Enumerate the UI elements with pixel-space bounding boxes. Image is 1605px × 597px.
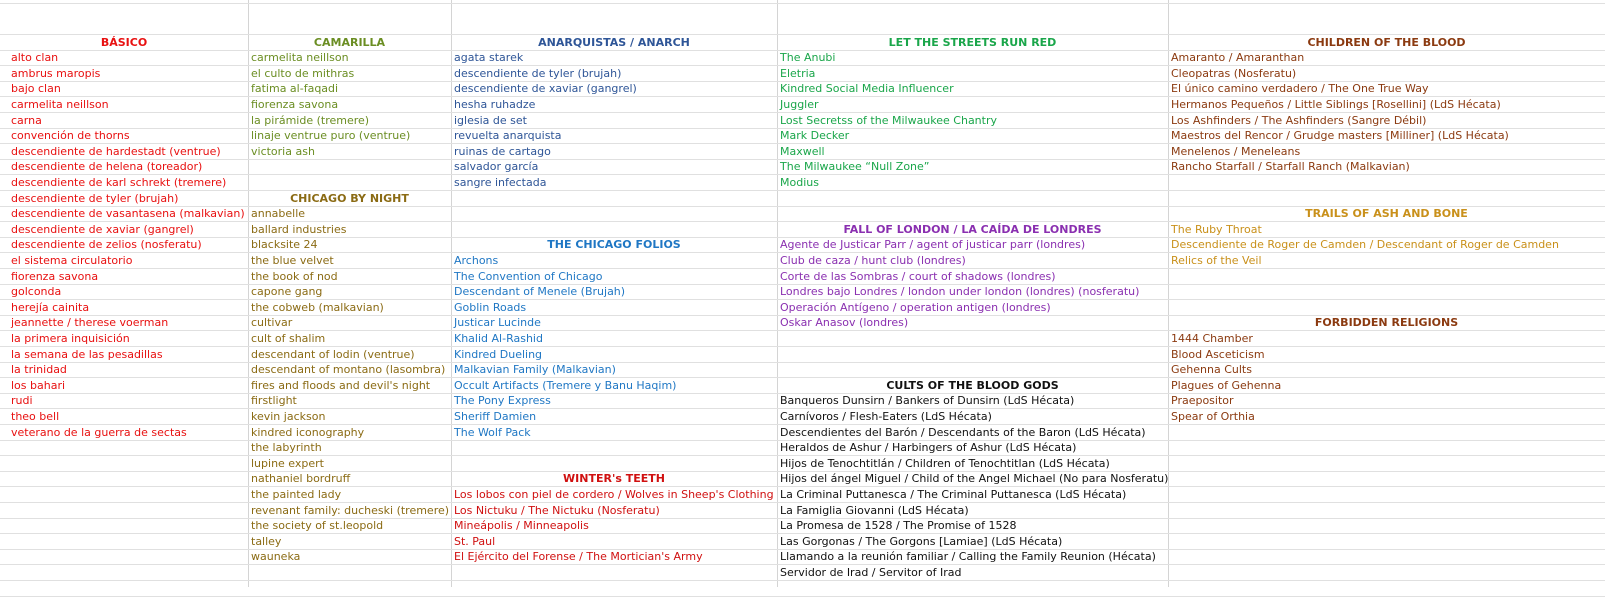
cell-item[interactable]: blacksite 24 xyxy=(251,238,318,251)
section-header[interactable]: THE CHICAGO FOLIOS xyxy=(547,238,681,251)
cell-item[interactable]: veterano de la guerra de sectas xyxy=(11,426,187,439)
cell-item[interactable]: The Wolf Pack xyxy=(454,426,531,439)
cell-item[interactable]: convención de thorns xyxy=(11,129,130,142)
section-header[interactable]: LET THE STREETS RUN RED xyxy=(888,36,1057,49)
cell-item[interactable]: theo bell xyxy=(11,410,60,423)
row-divider xyxy=(0,346,1605,347)
cell-item[interactable]: nathaniel bordruff xyxy=(251,472,351,485)
section-header[interactable]: FORBIDDEN RELIGIONS xyxy=(1314,316,1459,329)
cell-item[interactable]: the blue velvet xyxy=(251,254,334,267)
cell-item[interactable]: Rancho Starfall / Starfall Ranch (Malkavian) xyxy=(1171,160,1410,173)
cell-item[interactable]: Descendientes del Barón / Descendants of the Baron (LdS Hécata) xyxy=(780,426,1146,439)
cell-item[interactable]: Khalid Al-Rashid xyxy=(454,332,543,345)
cell-item[interactable]: golconda xyxy=(11,285,62,298)
cell-item[interactable]: carmelita neillson xyxy=(11,98,109,111)
cell-item[interactable]: Los Ashfinders / The Ashfinders (Sangre Débil) xyxy=(1171,114,1427,127)
cell-item[interactable]: the labyrinth xyxy=(251,441,322,454)
cell-item[interactable]: Praepositor xyxy=(1171,394,1234,407)
cell-item[interactable]: capone gang xyxy=(251,285,323,298)
cell-item[interactable]: descendiente de karl schrekt (tremere) xyxy=(11,176,227,189)
cell-item[interactable]: Amaranto / Amaranthan xyxy=(1171,51,1305,64)
cell-item[interactable]: Corte de las Sombras / court of shadows (londres) xyxy=(780,270,1056,283)
cell-item[interactable]: The Milwaukee “Null Zone” xyxy=(780,160,930,173)
cell-item[interactable]: El Ejército del Forense / The Mortician's Army xyxy=(454,550,703,563)
cell-item[interactable]: victoria ash xyxy=(251,145,315,158)
cell-item[interactable]: Relics of the Veil xyxy=(1171,254,1262,267)
cell-item[interactable]: fiorenza savona xyxy=(11,270,99,283)
cell-item[interactable]: The Anubi xyxy=(780,51,836,64)
cell-item[interactable]: iglesia de set xyxy=(454,114,527,127)
cell-item[interactable]: salvador garcía xyxy=(454,160,539,173)
cell-item[interactable]: cultivar xyxy=(251,316,293,329)
cell-item[interactable]: fiorenza savona xyxy=(251,98,339,111)
cell-item[interactable]: descendiente de xaviar (gangrel) xyxy=(11,223,194,236)
cell-item[interactable]: descendant of montano (lasombra) xyxy=(251,363,446,376)
row-divider xyxy=(0,3,1605,4)
cell-item[interactable]: bajo clan xyxy=(11,82,61,95)
cell-item[interactable]: Llamando a la reunión familiar / Calling the Family Reunion (Hécata) xyxy=(780,550,1156,563)
cell-item[interactable]: Maestros del Rencor / Grudge masters [Milliner] (LdS Hécata) xyxy=(1171,129,1509,142)
cell-item[interactable]: the society of st.leopold xyxy=(251,519,384,532)
cell-item[interactable]: la trinidad xyxy=(11,363,67,376)
cell-item[interactable]: ruinas de cartago xyxy=(454,145,551,158)
cell-item[interactable]: hesha ruhadze xyxy=(454,98,536,111)
cell-item[interactable]: Operación Antígeno / operation antigen (londres) xyxy=(780,301,1051,314)
cell-item[interactable]: Blood Asceticism xyxy=(1171,348,1265,361)
cell-item[interactable]: Carnívoros / Flesh-Eaters (LdS Hécata) xyxy=(780,410,992,423)
cell-item[interactable]: annabelle xyxy=(251,207,306,220)
cell-item[interactable]: the cobweb (malkavian) xyxy=(251,301,384,314)
cell-item[interactable]: el sistema circulatorio xyxy=(11,254,133,267)
cell-item[interactable]: Gehenna Cults xyxy=(1171,363,1252,376)
cell-item[interactable]: Servidor de Irad / Servitor of Irad xyxy=(780,566,962,579)
cell-item[interactable]: Agente de Justicar Parr / agent of justicar parr (londres) xyxy=(780,238,1086,251)
cell-item[interactable]: wauneka xyxy=(251,550,301,563)
cell-item[interactable]: Archons xyxy=(454,254,499,267)
cell-item[interactable]: la primera inquisición xyxy=(11,332,130,345)
cell-item[interactable]: ballard industries xyxy=(251,223,347,236)
section-header[interactable]: ANARQUISTAS / ANARCH xyxy=(538,36,690,49)
cell-item[interactable]: St. Paul xyxy=(454,535,496,548)
cell-item[interactable]: ambrus maropis xyxy=(11,67,101,80)
cell-item[interactable]: Lost Secretss of the Milwaukee Chantry xyxy=(780,114,998,127)
cell-item[interactable]: The Pony Express xyxy=(454,394,551,407)
cell-item[interactable]: Eletria xyxy=(780,67,816,80)
cell-item[interactable]: descendiente de zelios (nosferatu) xyxy=(11,238,202,251)
cell-item[interactable]: The Convention of Chicago xyxy=(454,270,603,283)
cell-item[interactable]: Spear of Orthia xyxy=(1171,410,1255,423)
cell-item[interactable]: Descendant of Menele (Brujah) xyxy=(454,285,626,298)
cell-item[interactable]: Kindred Dueling xyxy=(454,348,543,361)
cell-item[interactable]: la pirámide (tremere) xyxy=(251,114,370,127)
cell-item[interactable]: carmelita neillson xyxy=(251,51,349,64)
cell-item[interactable]: Sheriff Damien xyxy=(454,410,537,423)
cell-item[interactable]: fires and floods and devil's night xyxy=(251,379,431,392)
section-header[interactable]: WINTER's TEETH xyxy=(563,472,665,485)
cell-item[interactable]: Maxwell xyxy=(780,145,825,158)
cell-item[interactable]: Kindred Social Media Influencer xyxy=(780,82,954,95)
section-header[interactable]: CAMARILLA xyxy=(313,36,386,49)
row-divider xyxy=(0,362,1605,363)
cell-item[interactable]: Malkavian Family (Malkavian) xyxy=(454,363,616,376)
cell-item[interactable]: Mark Decker xyxy=(780,129,850,142)
section-header[interactable]: FALL OF LONDON / LA CAÍDA DE LONDRES xyxy=(843,223,1102,236)
cell-item[interactable]: Hermanos Pequeños / Little Siblings [Rosellini] (LdS Hécata) xyxy=(1171,98,1501,111)
cell-item[interactable]: Hijos de Tenochtitlán / Children of Tenochtitlan (LdS Hécata) xyxy=(780,457,1110,470)
section-header[interactable]: BÁSICO xyxy=(100,36,148,49)
cell-item[interactable]: el culto de mithras xyxy=(251,67,355,80)
cell-item[interactable]: descendiente de xaviar (gangrel) xyxy=(454,82,637,95)
cell-item[interactable]: La Criminal Puttanesca / The Criminal Puttanesca (LdS Hécata) xyxy=(780,488,1127,501)
cell-item[interactable]: kevin jackson xyxy=(251,410,326,423)
cell-item[interactable]: 1444 Chamber xyxy=(1171,332,1253,345)
cell-item[interactable]: fatima al-faqadi xyxy=(251,82,339,95)
cell-item[interactable]: Heraldos de Ashur / Harbingers of Ashur (LdS Hécata) xyxy=(780,441,1077,454)
cell-item[interactable]: descendiente de tyler (brujah) xyxy=(454,67,622,80)
cell-item[interactable]: Plagues of Gehenna xyxy=(1171,379,1282,392)
cell-item[interactable]: Mineápolis / Minneapolis xyxy=(454,519,589,532)
cell-item[interactable]: descendant of lodin (ventrue) xyxy=(251,348,415,361)
cell-item[interactable]: herejía cainita xyxy=(11,301,90,314)
cell-item[interactable]: cult of shalim xyxy=(251,332,326,345)
cell-item[interactable]: firstlight xyxy=(251,394,297,407)
cell-item[interactable]: Las Gorgonas / The Gorgons [Lamiae] (LdS Hécata) xyxy=(780,535,1063,548)
cell-item[interactable]: kindred iconography xyxy=(251,426,365,439)
cell-item[interactable]: revuelta anarquista xyxy=(454,129,562,142)
cell-item[interactable]: Occult Artifacts (Tremere y Banu Haqim) xyxy=(454,379,677,392)
cell-item[interactable]: lupine expert xyxy=(251,457,324,470)
cell-item[interactable]: Los Nictuku / The Nictuku (Nosferatu) xyxy=(454,504,660,517)
cell-item[interactable]: Los lobos con piel de cordero / Wolves in Sheep's Clothing xyxy=(454,488,774,501)
section-header[interactable]: CHICAGO BY NIGHT xyxy=(290,192,409,205)
section-header[interactable]: CULTS OF THE BLOOD GODS xyxy=(886,379,1059,392)
cell-item[interactable]: Juggler xyxy=(780,98,819,111)
cell-item[interactable]: los bahari xyxy=(11,379,66,392)
cell-item[interactable]: Descendiente de Roger de Camden / Descendant of Roger de Camden xyxy=(1171,238,1559,251)
cell-item[interactable]: Goblin Roads xyxy=(454,301,527,314)
cell-item[interactable]: Justicar Lucinde xyxy=(454,316,541,329)
cell-item[interactable]: the book of nod xyxy=(251,270,338,283)
cell-item[interactable]: descendiente de vasantasena (malkavian) xyxy=(11,207,245,220)
cell-item[interactable]: Hijos del ángel Miguel / Child of the Angel Michael (No para Nosferatu) xyxy=(780,472,1169,485)
cell-item[interactable]: Oskar Anasov (londres) xyxy=(780,316,909,329)
cell-item[interactable]: La Famiglia Giovanni (LdS Hécata) xyxy=(780,504,969,517)
cell-item[interactable]: la semana de las pesadillas xyxy=(11,348,163,361)
cell-item[interactable]: sangre infectada xyxy=(454,176,547,189)
cell-item[interactable]: linaje ventrue puro (ventrue) xyxy=(251,129,411,142)
cell-item[interactable]: The Ruby Throat xyxy=(1171,223,1262,236)
cell-item[interactable]: rudi xyxy=(11,394,33,407)
cell-item[interactable]: talley xyxy=(251,535,282,548)
cell-item[interactable]: descendiente de helena (toreador) xyxy=(11,160,203,173)
cell-item[interactable]: El único camino verdadero / The One True Way xyxy=(1171,82,1429,95)
section-header[interactable]: TRAILS OF ASH AND BONE xyxy=(1305,207,1468,220)
cell-item[interactable]: the painted lady xyxy=(251,488,342,501)
cell-item[interactable]: Menelenos / Meneleans xyxy=(1171,145,1301,158)
cell-item[interactable]: Cleopatras (Nosferatu) xyxy=(1171,67,1297,80)
cell-item[interactable]: alto clan xyxy=(11,51,59,64)
cell-item[interactable]: revenant family: ducheski (tremere) xyxy=(251,504,450,517)
cell-item[interactable]: jeannette / therese voerman xyxy=(11,316,169,329)
cell-item[interactable]: agata starek xyxy=(454,51,524,64)
cell-item[interactable]: Londres bajo Londres / london under london (londres) (nosferatu) xyxy=(780,285,1140,298)
cell-item[interactable]: Club de caza / hunt club (londres) xyxy=(780,254,966,267)
cell-item[interactable]: Modius xyxy=(780,176,819,189)
section-header[interactable]: CHILDREN OF THE BLOOD xyxy=(1307,36,1466,49)
cell-item[interactable]: Banqueros Dunsirn / Bankers of Dunsirn (LdS Hécata) xyxy=(780,394,1075,407)
cell-item[interactable]: descendiente de hardestadt (ventrue) xyxy=(11,145,221,158)
cell-item[interactable]: carna xyxy=(11,114,42,127)
cell-item[interactable]: descendiente de tyler (brujah) xyxy=(11,192,179,205)
cell-item[interactable]: La Promesa de 1528 / The Promise of 1528 xyxy=(780,519,1017,532)
